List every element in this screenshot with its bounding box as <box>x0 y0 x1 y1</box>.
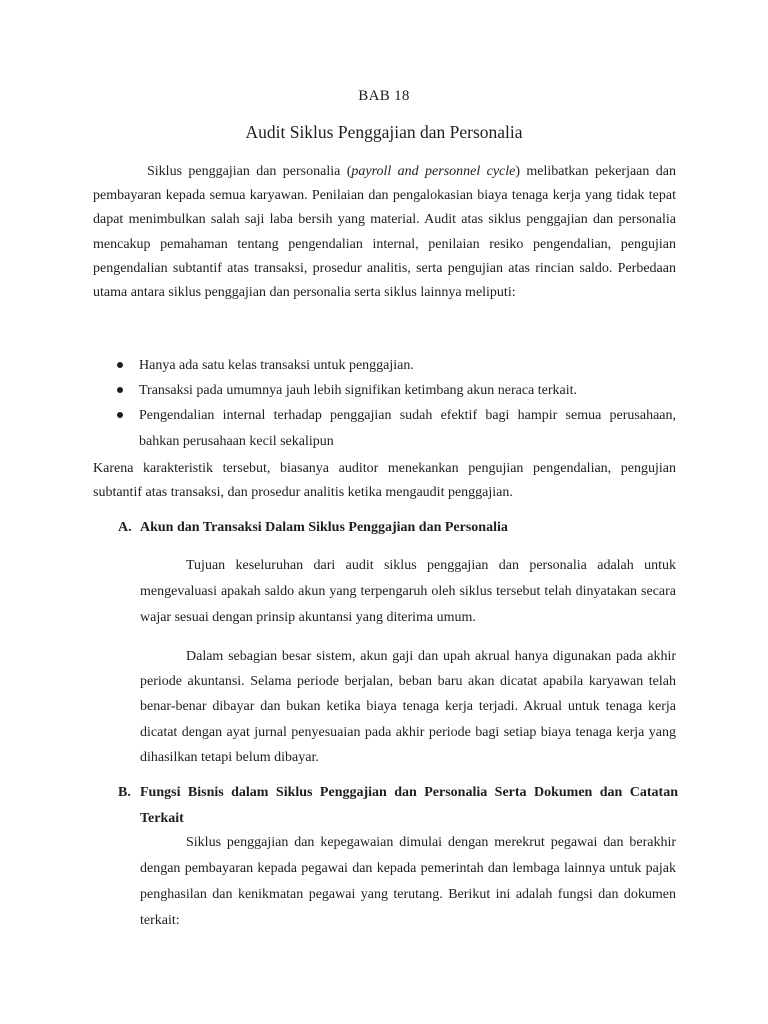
section-a-heading <box>118 518 678 538</box>
section-b-title: Fungsi Bisnis dalam Siklus Penggajian dan Personalia Serta Dokumen dan Catatan Terkait <box>140 785 678 826</box>
section-b-paragraph-1-text: Siklus penggajian dan kepegawaian dimulai dengan merekrut pegawai dan berakhir dengan pembayaran kepada pegawai dan kepada pemerintah dan lembaga lainnya untuk pajak penghasilan dan kenikmatan pegawai yang terutang. Berikut ini adalah fungsi dan dokumen terkait: <box>140 835 676 928</box>
list-item-text: Hanya ada satu kelas transaksi untuk penggajian. <box>139 358 414 373</box>
intro-text-start: Siklus penggajian dan personalia ( <box>147 164 352 179</box>
section-a-paragraph-1 <box>140 553 676 631</box>
section-a-paragraph-2 <box>140 644 676 770</box>
intro-paragraph <box>93 160 676 305</box>
list-item <box>93 378 676 403</box>
section-a-paragraph-1-text: Tujuan keseluruhan dari audit siklus penggajian dan personalia adalah untuk mengevaluasi apakah saldo akun yang terpengaruh oleh siklus tersebut telah dinyatakan secara wajar sesuai dengan prinsip akuntansi yang diterima umum. <box>140 558 676 625</box>
bullet-icon <box>117 362 123 368</box>
list-item <box>93 353 676 378</box>
bullet-icon <box>117 412 123 418</box>
conclusion-paragraph: Karena karakteristik tersebut, biasanya auditor menekankan pengujian pengendalian, pengujian subtantif atas transaksi, dan prosedur analitis ketika mengaudit penggajian. <box>93 461 676 500</box>
intro-italic-term: payroll and personnel cycle <box>351 164 516 179</box>
list-item-text: Pengendalian internal terhadap penggajian sudah efektif bagi hampir semua perusahaan, bahkan perusahaan kecil sekalipun <box>139 408 676 449</box>
bullet-icon <box>117 387 123 393</box>
page-title: Audit Siklus Penggajian dan Personalia <box>245 122 523 142</box>
intro-text-rest: ) melibatkan pekerjaan dan pembayaran kepada semua karyawan. Penilaian dan pengalokasian biaya tenaga kerja yang tidak tepat dapat menimbulkan salah saji laba bersih yang material. Audit atas siklus penggajian dan personalia mencakup pemahaman tentang pengendalian internal, penilaian resiko pengendalian, pengujian pengendalian subtantif atas transaksi, prosedur analitis, serta pengujian atas rincian saldo. Perbedaan utama antara siklus penggajian dan personalia serta siklus lainnya meliputi: <box>93 164 676 301</box>
section-b-letter: B. <box>118 785 131 800</box>
chapter-label: BAB 18 <box>358 88 410 104</box>
section-a-paragraph-2-text: Dalam sebagian besar sistem, akun gaji dan upah akrual hanya digunakan pada akhir periode akuntansi. Selama periode berjalan, beban baru akan dicatat apabila karyawan telah benar-benar dibayar dan bukan ketika biaya tenaga kerja terjadi. Akrual untuk tenaga kerja dicatat dengan ayat jurnal penyesuaian pada akhir periode bagi setiap biaya tenaga kerja yang dihasilkan tetapi belum dibayar. <box>140 649 676 765</box>
section-b-paragraph-1 <box>140 830 676 934</box>
section-a-title: Akun dan Transaksi Dalam Siklus Penggajian dan Personalia <box>140 520 508 535</box>
section-a-letter: A. <box>118 520 132 535</box>
bullet-list <box>93 353 676 455</box>
list-item <box>93 403 676 455</box>
list-item-text: Transaksi pada umumnya jauh lebih signifikan ketimbang akun neraca terkait. <box>139 383 578 398</box>
section-b-heading <box>118 780 678 832</box>
